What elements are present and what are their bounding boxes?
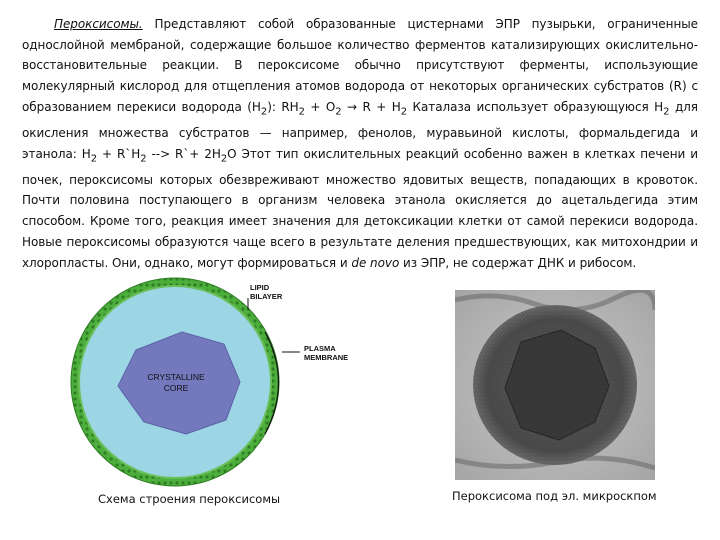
text-run: + R`H bbox=[97, 146, 141, 161]
text-run: из ЭПР, не содержат ДНК и рибосом. bbox=[399, 255, 637, 270]
paragraph bbox=[22, 14, 698, 273]
subscript: 2 bbox=[90, 153, 98, 164]
text-run: Каталаза использует образующуюся H bbox=[407, 99, 664, 114]
subscript: 2 bbox=[400, 106, 408, 118]
peroxisome-diagram bbox=[60, 270, 360, 490]
grain-overlay bbox=[473, 305, 637, 465]
text-run: + O bbox=[304, 99, 336, 114]
subscript: 2 bbox=[298, 106, 305, 118]
electron-micrograph bbox=[455, 290, 655, 480]
text-run: ): RH bbox=[267, 99, 299, 114]
subscript: 2 bbox=[260, 106, 268, 118]
subscript: 2 bbox=[663, 106, 670, 118]
diagram-caption: Схема строения пероксисомы bbox=[98, 492, 281, 506]
text-run: Представляют собой образованные цистернами ЭПР пузырьки, ограниченные однослойной мембраной, содержащие большое количество ферментов катализирующих окислительно-восстановительные реакции. В пероксисоме обычно присутствуют ферменты, использующие молекулярный кислород для отщепления атомов водорода от некоторых органических субстратов (R) с образованием перекиси водорода (H bbox=[22, 17, 698, 114]
text-run: для окисления множества субстратов — например, фенолов, муравьиной кислоты, формальдегида и этанола: H bbox=[22, 99, 698, 161]
micrograph-caption: Пероксисома под эл. микроскпом bbox=[452, 489, 657, 503]
latin-term: de novo bbox=[351, 255, 400, 270]
core-label: CRYSTALLINE bbox=[147, 372, 205, 382]
subscript: 2 bbox=[140, 153, 147, 164]
subscript: 2 bbox=[335, 106, 342, 118]
text-run: --> R`+ 2H bbox=[146, 146, 221, 161]
lipid-bilayer-label: LIPID bbox=[250, 283, 270, 292]
section-title: Пероксисомы. bbox=[54, 17, 143, 31]
subscript: 2 bbox=[220, 153, 228, 164]
lipid-bilayer-label: BILAYER bbox=[250, 292, 283, 301]
core-label: CORE bbox=[163, 383, 189, 393]
text-run: O Этот тип окислительных реакций особенно важен в клетках печени и почек, пероксисомы которых обезвреживают множество ядовитых веществ, попадающих в кровоток. Почти половина поступающего в организм человека этанола окисляется до ацетальдегида этим способом. Кроме того, реакция имеет значения для детоксикации клетки от самой перекиси водорода. Новые пероксисомы образуются чаще всего в результате деления предшествующих, как митохондрии и хлоропласты. Они, однако, могут формироваться и bbox=[22, 146, 698, 270]
text-run: → R + H bbox=[341, 99, 401, 114]
plasma-membrane-label: PLASMA bbox=[304, 344, 336, 353]
plasma-membrane-label: MEMBRANE bbox=[304, 353, 349, 362]
